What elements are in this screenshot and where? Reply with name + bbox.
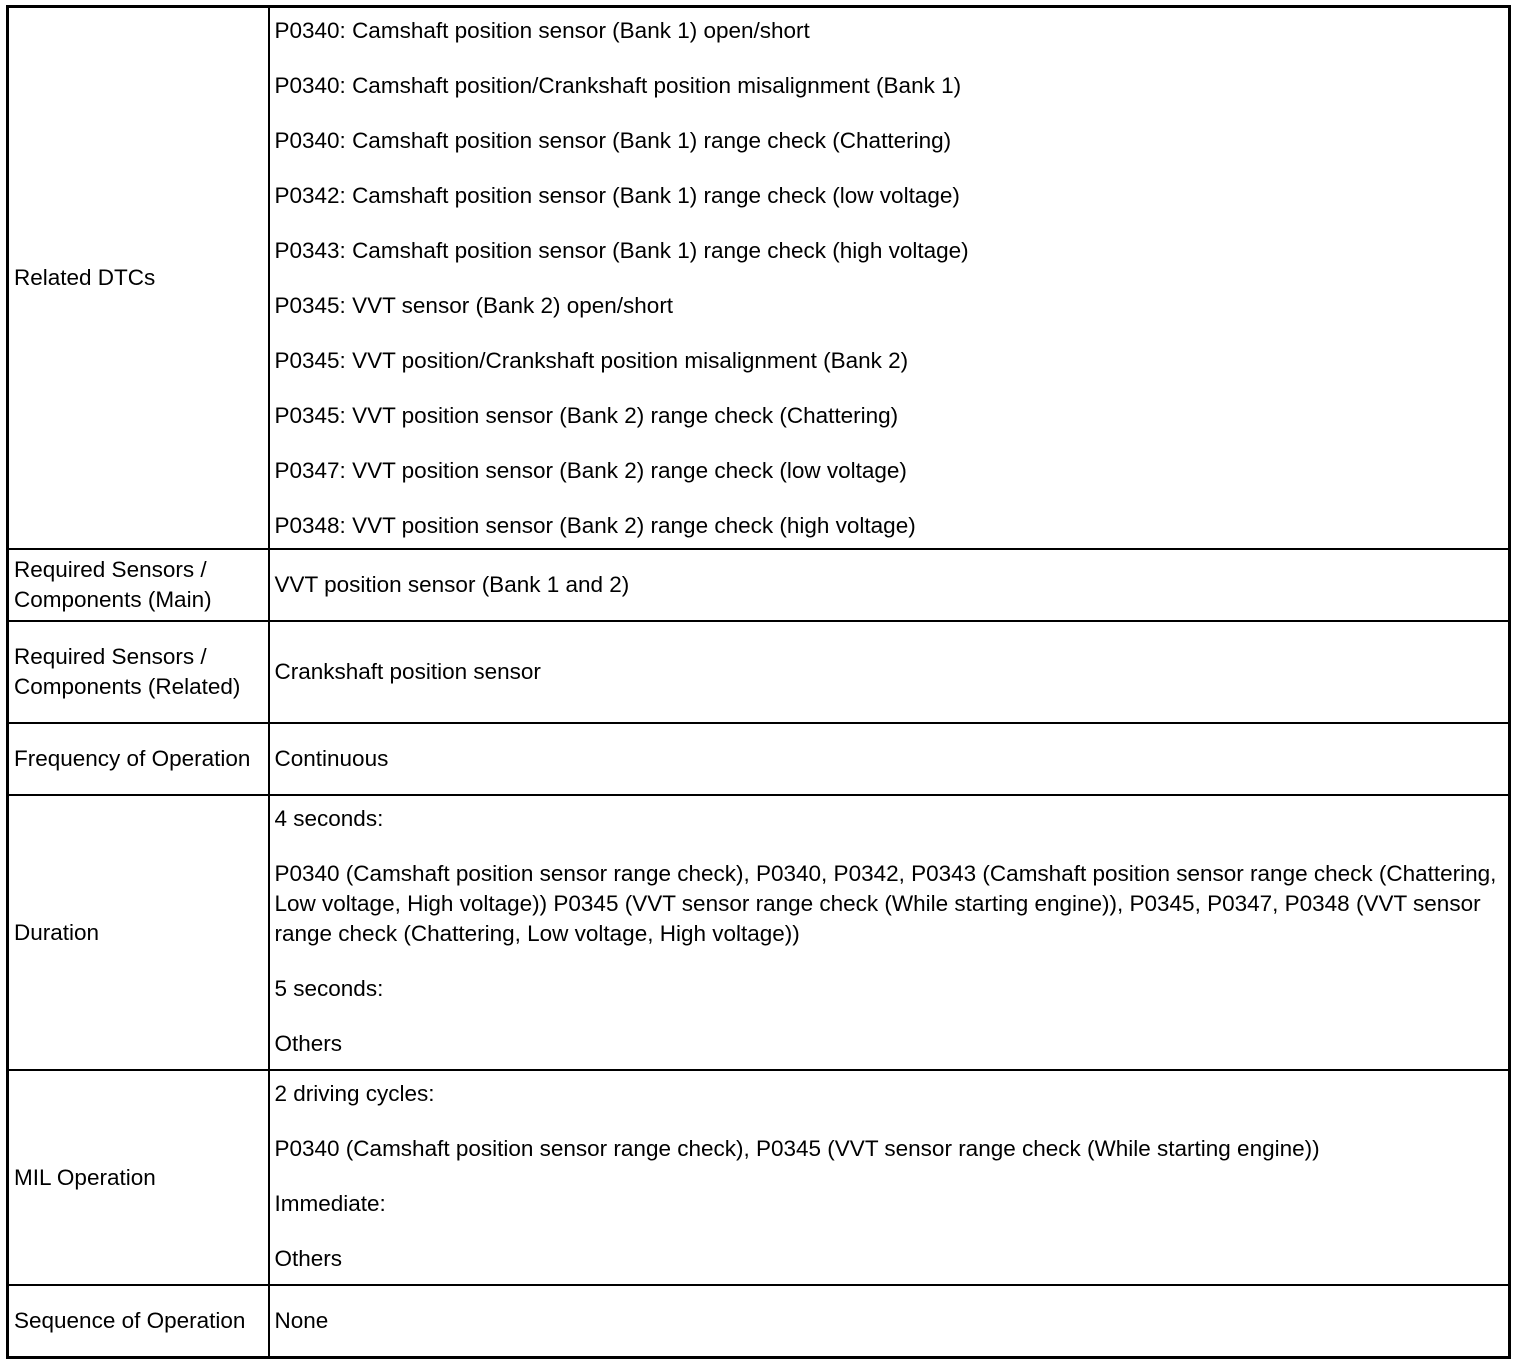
- row-label: Frequency of Operation: [8, 723, 269, 795]
- value-text: None: [274, 1308, 329, 1333]
- dtc-item: P0340: Camshaft position sensor (Bank 1) range check (Chattering): [274, 128, 952, 153]
- row-value: [269, 621, 1510, 723]
- row-value: [269, 549, 1510, 621]
- value-text: 5 seconds:: [274, 976, 384, 1001]
- table-row-sequence-of-operation: [8, 1285, 1510, 1358]
- dtc-item: P0345: VVT sensor (Bank 2) open/short: [274, 293, 674, 318]
- row-value: [269, 1070, 1510, 1285]
- table-row-required-sensors-related: [8, 621, 1510, 723]
- row-label: MIL Operation: [8, 1070, 269, 1285]
- table-row-mil-operation: [8, 1070, 1510, 1285]
- value-text: 4 seconds:: [274, 806, 384, 831]
- row-value: [269, 1285, 1510, 1358]
- table-row-duration: [8, 795, 1510, 1070]
- value-text: Continuous: [274, 746, 389, 771]
- monitor-spec-table: [6, 5, 1511, 1359]
- row-label: Related DTCs: [8, 7, 269, 550]
- dtc-item: P0340: Camshaft position sensor (Bank 1) open/short: [274, 18, 810, 43]
- value-text: Immediate:: [274, 1191, 386, 1216]
- dtc-item: P0345: VVT position sensor (Bank 2) range check (Chattering): [274, 403, 899, 428]
- value-text: P0340 (Camshaft position sensor range check), P0345 (VVT sensor range check (While starting engine)): [274, 1136, 1320, 1161]
- dtc-item: P0345: VVT position/Crankshaft position misalignment (Bank 2): [274, 348, 909, 373]
- row-value: [269, 7, 1510, 550]
- row-value: [269, 795, 1510, 1070]
- dtc-item: P0347: VVT position sensor (Bank 2) range check (low voltage): [274, 458, 907, 483]
- table-row-related-dtcs: [8, 7, 1510, 550]
- value-text: 2 driving cycles:: [274, 1081, 435, 1106]
- row-label: Required Sensors / Components (Main): [8, 549, 269, 621]
- value-text: Others: [274, 1031, 343, 1056]
- dtc-item: P0348: VVT position sensor (Bank 2) range check (high voltage): [274, 513, 916, 538]
- dtc-item: P0343: Camshaft position sensor (Bank 1) range check (high voltage): [274, 238, 969, 263]
- dtc-item: P0340: Camshaft position/Crankshaft position misalignment (Bank 1): [274, 73, 962, 98]
- value-text: VVT position sensor (Bank 1 and 2): [274, 572, 630, 597]
- value-text: Others: [274, 1246, 343, 1271]
- table-row-frequency-of-operation: [8, 723, 1510, 795]
- value-text: Crankshaft position sensor: [274, 659, 541, 684]
- row-label: Required Sensors / Components (Related): [8, 621, 269, 723]
- value-text: P0340 (Camshaft position sensor range check), P0340, P0342, P0343 (Camshaft position sensor range check (Chattering, Low voltage, High voltage)) P0345 (VVT sensor range check (While starting engine)), P0345, P0347, P0348 (VVT sensor range check (Chattering, Low voltage, High voltage)): [274, 861, 1497, 946]
- row-label: Sequence of Operation: [8, 1285, 269, 1358]
- dtc-item: P0342: Camshaft position sensor (Bank 1) range check (low voltage): [274, 183, 960, 208]
- row-label: Duration: [8, 795, 269, 1070]
- row-value: [269, 723, 1510, 795]
- table-row-required-sensors-main: [8, 549, 1510, 621]
